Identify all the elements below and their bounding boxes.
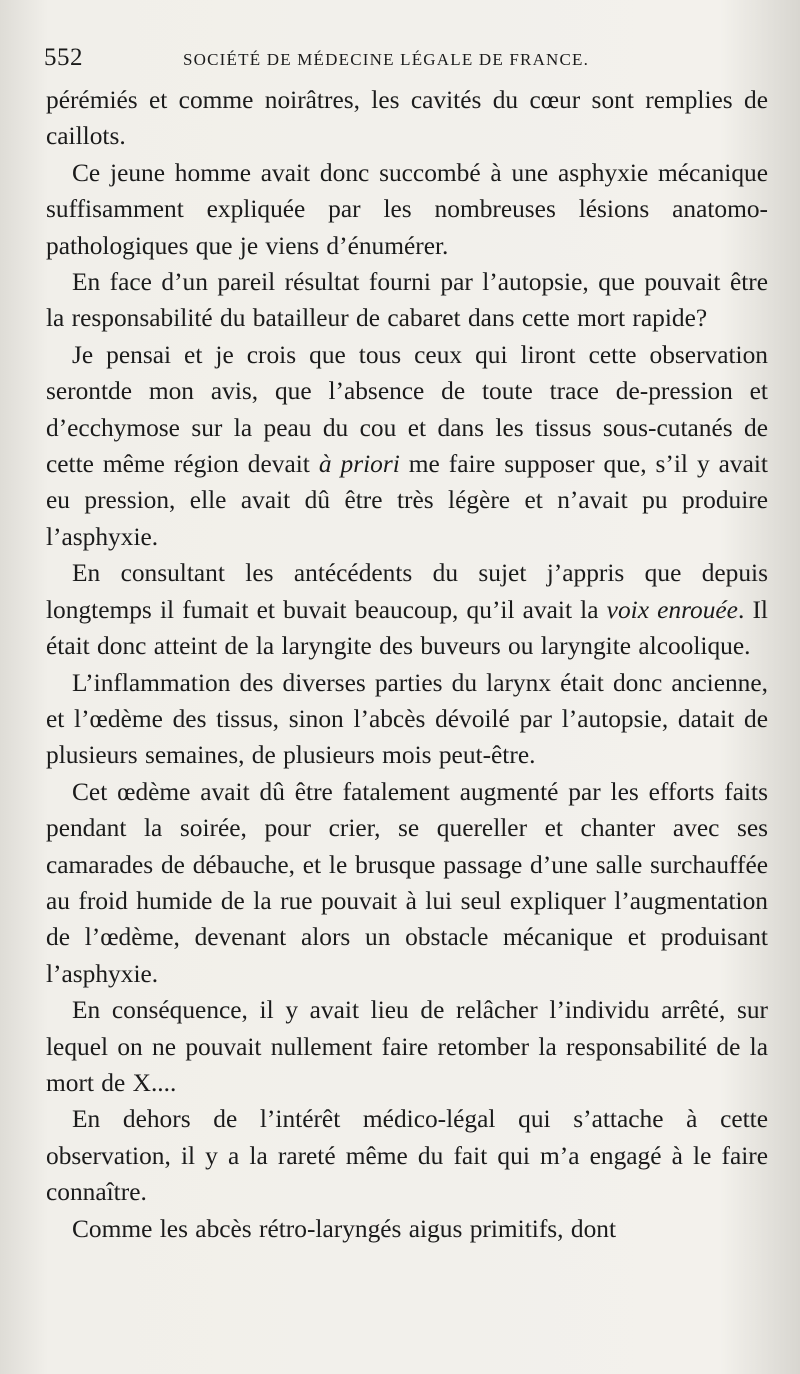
text-segment: L’inflammation des diverses parties du larynx était donc ancienne, et l’œdème des tissus, sinon l’abcès dévoilé par l’autopsie, datait de plusieurs semaines, de plusieurs mois peut-être. bbox=[46, 668, 768, 770]
italic-text: voix enrouée bbox=[606, 595, 738, 624]
text-segment: Comme les abcès rétro-laryngés aigus primitifs, dont bbox=[72, 1214, 617, 1243]
paragraph bbox=[46, 1101, 768, 1210]
text-segment: . Il était donc atteint de la laryngite des buveurs ou laryngite alcoolique. bbox=[46, 595, 768, 661]
running-head: SOCIÉTÉ DE MÉDECINE LÉGALE DE FRANCE. bbox=[183, 50, 590, 69]
paragraph bbox=[46, 992, 768, 1101]
text-segment: En consultant les antécédents du sujet j’appris que depuis longtemps il fumait et buvait beaucoup, qu’il avait la bbox=[46, 559, 768, 624]
paragraph bbox=[46, 555, 768, 664]
paragraph bbox=[46, 264, 768, 337]
paragraph bbox=[46, 1211, 768, 1247]
paragraph bbox=[46, 665, 768, 774]
paragraph bbox=[46, 774, 768, 992]
text-segment: En conséquence, il y avait lieu de relâcher l’individu arrêté, sur lequel on ne pouvait nullement faire retomber la responsabilité de la mort de X.... bbox=[46, 996, 768, 1097]
body-text bbox=[46, 82, 768, 1247]
italic-text: à priori bbox=[318, 450, 400, 479]
text-segment: Cet œdème avait dû être fatalement augmenté par les efforts faits pendant la soirée, pour crier, se quereller et chanter avec ses camarades de débauche, et le brusque passage d’une salle surchauffée au froid humide de la rue pouvait à lui seul expliquer l’augmentation de l’œdème, devenant alors un obstacle mécanique et produisant l’asphyxie. bbox=[46, 777, 768, 988]
paragraph bbox=[46, 155, 768, 264]
page-number: 552 bbox=[44, 44, 83, 71]
text-segment: En face d’un pareil résultat fourni par l’autopsie, que pouvait être la responsabilité du batailleur de cabaret dans cette mort rapide? bbox=[46, 268, 768, 333]
text-segment: me faire supposer que, s’il y avait eu pression, elle avait dû être très légère et n’avait pu produire l’asphyxie. bbox=[46, 450, 768, 551]
text-segment: Je pensai et je crois que tous ceux qui liront cette observation serontde mon avis, que l’absence de toute trace de-pression et d’ecchymose sur la peau du cou et dans les tissus sous-cutanés de cette même région devait bbox=[46, 340, 768, 479]
paragraph bbox=[46, 337, 768, 555]
paragraph bbox=[46, 82, 768, 155]
page-header bbox=[44, 44, 770, 76]
text-segment: Ce jeune homme avait donc succombé à une asphyxie mécanique suffisamment expliquée par les nombreuses lésions anatomo-pathologiques que je viens d’énumérer. bbox=[46, 158, 768, 260]
text-segment: En dehors de l’intérêt médico-légal qui s’attache à cette observation, il y a la rareté même du fait qui m’a engagé à le faire connaître. bbox=[46, 1105, 768, 1207]
text-segment: pérémiés et comme noirâtres, les cavités du cœur sont remplies de caillots. bbox=[46, 86, 768, 151]
